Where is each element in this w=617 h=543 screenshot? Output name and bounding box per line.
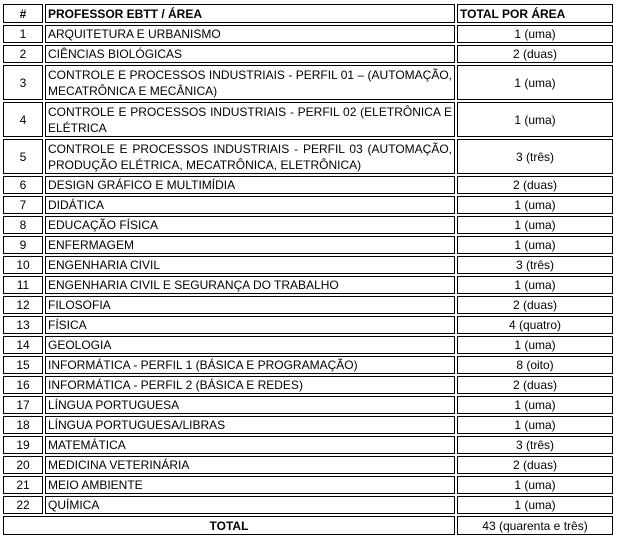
row-area: FÍSICA: [45, 316, 455, 334]
row-total: 1 (uma): [457, 396, 613, 414]
row-area: MEDICINA VETERINÁRIA: [45, 456, 455, 474]
row-total: 4 (quatro): [457, 316, 613, 334]
row-total: 1 (uma): [457, 236, 613, 254]
row-area: INFORMÁTICA - PERFIL 1 (BÁSICA E PROGRAMAÇÃO): [45, 356, 455, 374]
row-total: 1 (uma): [457, 65, 613, 100]
row-total: 2 (duas): [457, 296, 613, 314]
table-row: [3, 316, 613, 334]
row-num: 2: [3, 45, 43, 63]
table-row: [3, 256, 613, 274]
row-num: 14: [3, 336, 43, 354]
total-row: [3, 516, 613, 535]
row-num: 6: [3, 176, 43, 194]
header-total: TOTAL POR ÁREA: [457, 4, 613, 23]
positions-table: [1, 2, 615, 537]
table-row: [3, 496, 613, 514]
row-area: INFORMÁTICA - PERFIL 2 (BÁSICA E REDES): [45, 376, 455, 394]
row-num: 22: [3, 496, 43, 514]
row-total: 1 (uma): [457, 276, 613, 294]
row-area: CONTROLE E PROCESSOS INDUSTRIAIS - PERFIL 01 – (AUTOMAÇÃO, MECATRÔNICA E MECÂNICA): [45, 65, 455, 100]
row-area: GEOLOGIA: [45, 336, 455, 354]
table-row: [3, 296, 613, 314]
row-total: 1 (uma): [457, 25, 613, 43]
row-total: 1 (uma): [457, 102, 613, 137]
table-row: [3, 396, 613, 414]
row-num: 13: [3, 316, 43, 334]
row-area: ENGENHARIA CIVIL: [45, 256, 455, 274]
row-total: 2 (duas): [457, 176, 613, 194]
row-num: 18: [3, 416, 43, 434]
table-row: [3, 436, 613, 454]
table-row: [3, 25, 613, 43]
row-num: 16: [3, 376, 43, 394]
row-total: 1 (uma): [457, 216, 613, 234]
row-num: 20: [3, 456, 43, 474]
row-total: 1 (uma): [457, 476, 613, 494]
row-area: ARQUITETURA E URBANISMO: [45, 25, 455, 43]
row-area: DESIGN GRÁFICO E MULTIMÍDIA: [45, 176, 455, 194]
row-total: 3 (três): [457, 436, 613, 454]
table-row: [3, 176, 613, 194]
row-num: 17: [3, 396, 43, 414]
row-total: 1 (uma): [457, 496, 613, 514]
row-area: CONTROLE E PROCESSOS INDUSTRIAIS - PERFIL 03 (AUTOMAÇÃO, PRODUÇÃO ELÉTRICA, MECATRÔNICA, ELETRÔNICA): [45, 139, 455, 174]
row-area: MEIO AMBIENTE: [45, 476, 455, 494]
header-num: #: [3, 4, 43, 23]
row-num: 8: [3, 216, 43, 234]
row-area: LÍNGUA PORTUGUESA/LIBRAS: [45, 416, 455, 434]
table-row: [3, 45, 613, 63]
row-area: FILOSOFIA: [45, 296, 455, 314]
row-total: 1 (uma): [457, 336, 613, 354]
row-area: QUÍMICA: [45, 496, 455, 514]
table-row: [3, 216, 613, 234]
table-row: [3, 139, 613, 174]
table-row: [3, 416, 613, 434]
row-area: CIÊNCIAS BIOLÓGICAS: [45, 45, 455, 63]
row-num: 19: [3, 436, 43, 454]
row-num: 1: [3, 25, 43, 43]
table-row: [3, 336, 613, 354]
row-area: LÍNGUA PORTUGUESA: [45, 396, 455, 414]
row-num: 4: [3, 102, 43, 137]
row-total: 1 (uma): [457, 416, 613, 434]
row-area: ENGENHARIA CIVIL E SEGURANÇA DO TRABALHO: [45, 276, 455, 294]
table-row: [3, 456, 613, 474]
total-label: TOTAL: [3, 516, 455, 535]
header-area: PROFESSOR EBTT / ÁREA: [45, 4, 455, 23]
row-area: MATEMÁTICA: [45, 436, 455, 454]
row-total: 3 (três): [457, 139, 613, 174]
row-num: 7: [3, 196, 43, 214]
row-total: 3 (três): [457, 256, 613, 274]
row-num: 3: [3, 65, 43, 100]
row-num: 10: [3, 256, 43, 274]
row-total: 1 (uma): [457, 196, 613, 214]
table-row: [3, 376, 613, 394]
header-row: [3, 4, 613, 23]
row-num: 5: [3, 139, 43, 174]
table-row: [3, 236, 613, 254]
table-row: [3, 356, 613, 374]
row-total: 2 (duas): [457, 456, 613, 474]
row-total: 8 (oito): [457, 356, 613, 374]
table-body: [3, 25, 613, 514]
row-area: EDUCAÇÃO FÍSICA: [45, 216, 455, 234]
row-area: DIDÁTICA: [45, 196, 455, 214]
row-total: 2 (duas): [457, 376, 613, 394]
table-row: [3, 276, 613, 294]
row-area: ENFERMAGEM: [45, 236, 455, 254]
total-value: 43 (quarenta e três): [457, 516, 613, 535]
table-row: [3, 476, 613, 494]
row-num: 15: [3, 356, 43, 374]
table-row: [3, 65, 613, 100]
row-num: 21: [3, 476, 43, 494]
row-num: 12: [3, 296, 43, 314]
row-area: CONTROLE E PROCESSOS INDUSTRIAIS - PERFIL 02 (ELETRÔNICA E ELÉTRICA: [45, 102, 455, 137]
row-num: 11: [3, 276, 43, 294]
table-row: [3, 102, 613, 137]
table-row: [3, 196, 613, 214]
row-total: 2 (duas): [457, 45, 613, 63]
row-num: 9: [3, 236, 43, 254]
